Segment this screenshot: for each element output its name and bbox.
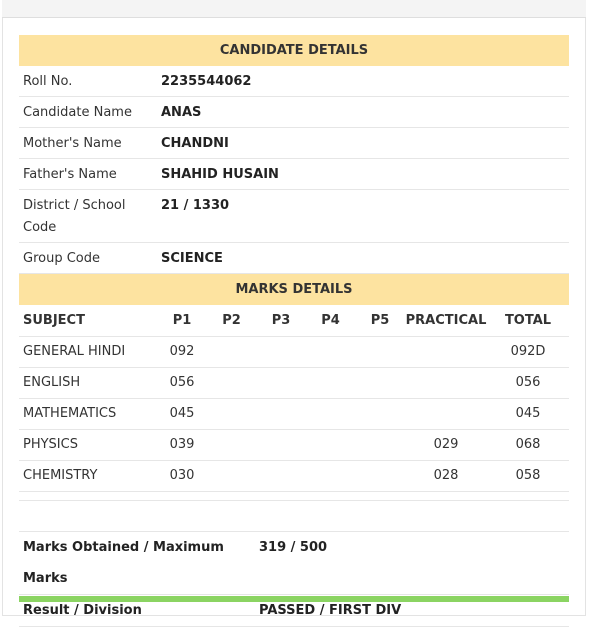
candidate-details-table <box>19 66 569 274</box>
district-school-code-value: 21 / 1330 <box>157 190 569 243</box>
result-summary-table <box>19 501 569 627</box>
marks-obtained-row <box>19 532 569 595</box>
p2-cell <box>207 399 256 430</box>
table-row <box>19 461 569 492</box>
group-code-value: SCIENCE <box>157 243 569 274</box>
group-code-label: Group Code <box>19 243 157 274</box>
spacer-row <box>19 501 569 532</box>
p4-cell <box>306 337 355 368</box>
practical-cell <box>405 368 487 399</box>
p5-cell <box>355 430 405 461</box>
subject-cell: CHEMISTRY <box>19 461 157 492</box>
candidate-row <box>19 97 569 128</box>
p3-cell <box>256 461 306 492</box>
column-header-subject: SUBJECT <box>19 305 157 337</box>
subject-cell: MATHEMATICS <box>19 399 157 430</box>
p2-cell <box>207 461 256 492</box>
subject-cell: PHYSICS <box>19 430 157 461</box>
table-row <box>19 368 569 399</box>
p2-cell <box>207 368 256 399</box>
p5-cell <box>355 337 405 368</box>
p4-cell <box>306 368 355 399</box>
result-division-label: Result / Division <box>19 595 255 627</box>
column-header-p4: P4 <box>306 305 355 337</box>
p3-cell <box>256 399 306 430</box>
column-header-p5: P5 <box>355 305 405 337</box>
candidate-row <box>19 128 569 159</box>
column-header-p3: P3 <box>256 305 306 337</box>
p5-cell <box>355 399 405 430</box>
column-header-total: TOTAL <box>487 305 569 337</box>
top-header-strip <box>2 0 586 18</box>
column-header-practical: PRACTICAL <box>405 305 487 337</box>
result-content <box>19 35 569 627</box>
p1-cell: 056 <box>157 368 207 399</box>
p4-cell <box>306 430 355 461</box>
p1-cell: 045 <box>157 399 207 430</box>
subject-cell: GENERAL HINDI <box>19 337 157 368</box>
mother-name-label: Mother's Name <box>19 128 157 159</box>
practical-cell: 029 <box>405 430 487 461</box>
subject-cell: ENGLISH <box>19 368 157 399</box>
candidate-name-value: ANAS <box>157 97 569 128</box>
result-division-value: PASSED / FIRST DIV <box>255 595 569 627</box>
table-row <box>19 337 569 368</box>
p1-cell: 030 <box>157 461 207 492</box>
p1-cell: 092 <box>157 337 207 368</box>
blank-row <box>19 492 569 501</box>
total-cell: 068 <box>487 430 569 461</box>
candidate-name-label: Candidate Name <box>19 97 157 128</box>
practical-cell <box>405 399 487 430</box>
roll-no-label: Roll No. <box>19 66 157 97</box>
marks-details-header: MARKS DETAILS <box>19 274 569 305</box>
candidate-row <box>19 190 569 243</box>
total-cell: 058 <box>487 461 569 492</box>
p3-cell <box>256 368 306 399</box>
p3-cell <box>256 337 306 368</box>
marks-obtained-label: Marks Obtained / Maximum Marks <box>19 532 255 595</box>
result-status-bar <box>19 596 569 602</box>
p2-cell <box>207 430 256 461</box>
p3-cell <box>256 430 306 461</box>
table-row <box>19 430 569 461</box>
column-header-p1: P1 <box>157 305 207 337</box>
p2-cell <box>207 337 256 368</box>
father-name-label: Father's Name <box>19 159 157 190</box>
practical-cell: 028 <box>405 461 487 492</box>
practical-cell <box>405 337 487 368</box>
p4-cell <box>306 461 355 492</box>
marks-header-row <box>19 305 569 337</box>
column-header-p2: P2 <box>207 305 256 337</box>
table-row <box>19 399 569 430</box>
mother-name-value: CHANDNI <box>157 128 569 159</box>
p1-cell: 039 <box>157 430 207 461</box>
candidate-row <box>19 159 569 190</box>
roll-no-value: 2235544062 <box>157 66 569 97</box>
district-school-code-label: District / School Code <box>19 190 157 243</box>
p5-cell <box>355 368 405 399</box>
p5-cell <box>355 461 405 492</box>
p4-cell <box>306 399 355 430</box>
total-cell: 092D <box>487 337 569 368</box>
candidate-details-header: CANDIDATE DETAILS <box>19 35 569 66</box>
marks-table <box>19 305 569 501</box>
marks-obtained-value: 319 / 500 <box>255 532 569 595</box>
father-name-value: SHAHID HUSAIN <box>157 159 569 190</box>
total-cell: 056 <box>487 368 569 399</box>
candidate-row <box>19 66 569 97</box>
total-cell: 045 <box>487 399 569 430</box>
candidate-row <box>19 243 569 274</box>
